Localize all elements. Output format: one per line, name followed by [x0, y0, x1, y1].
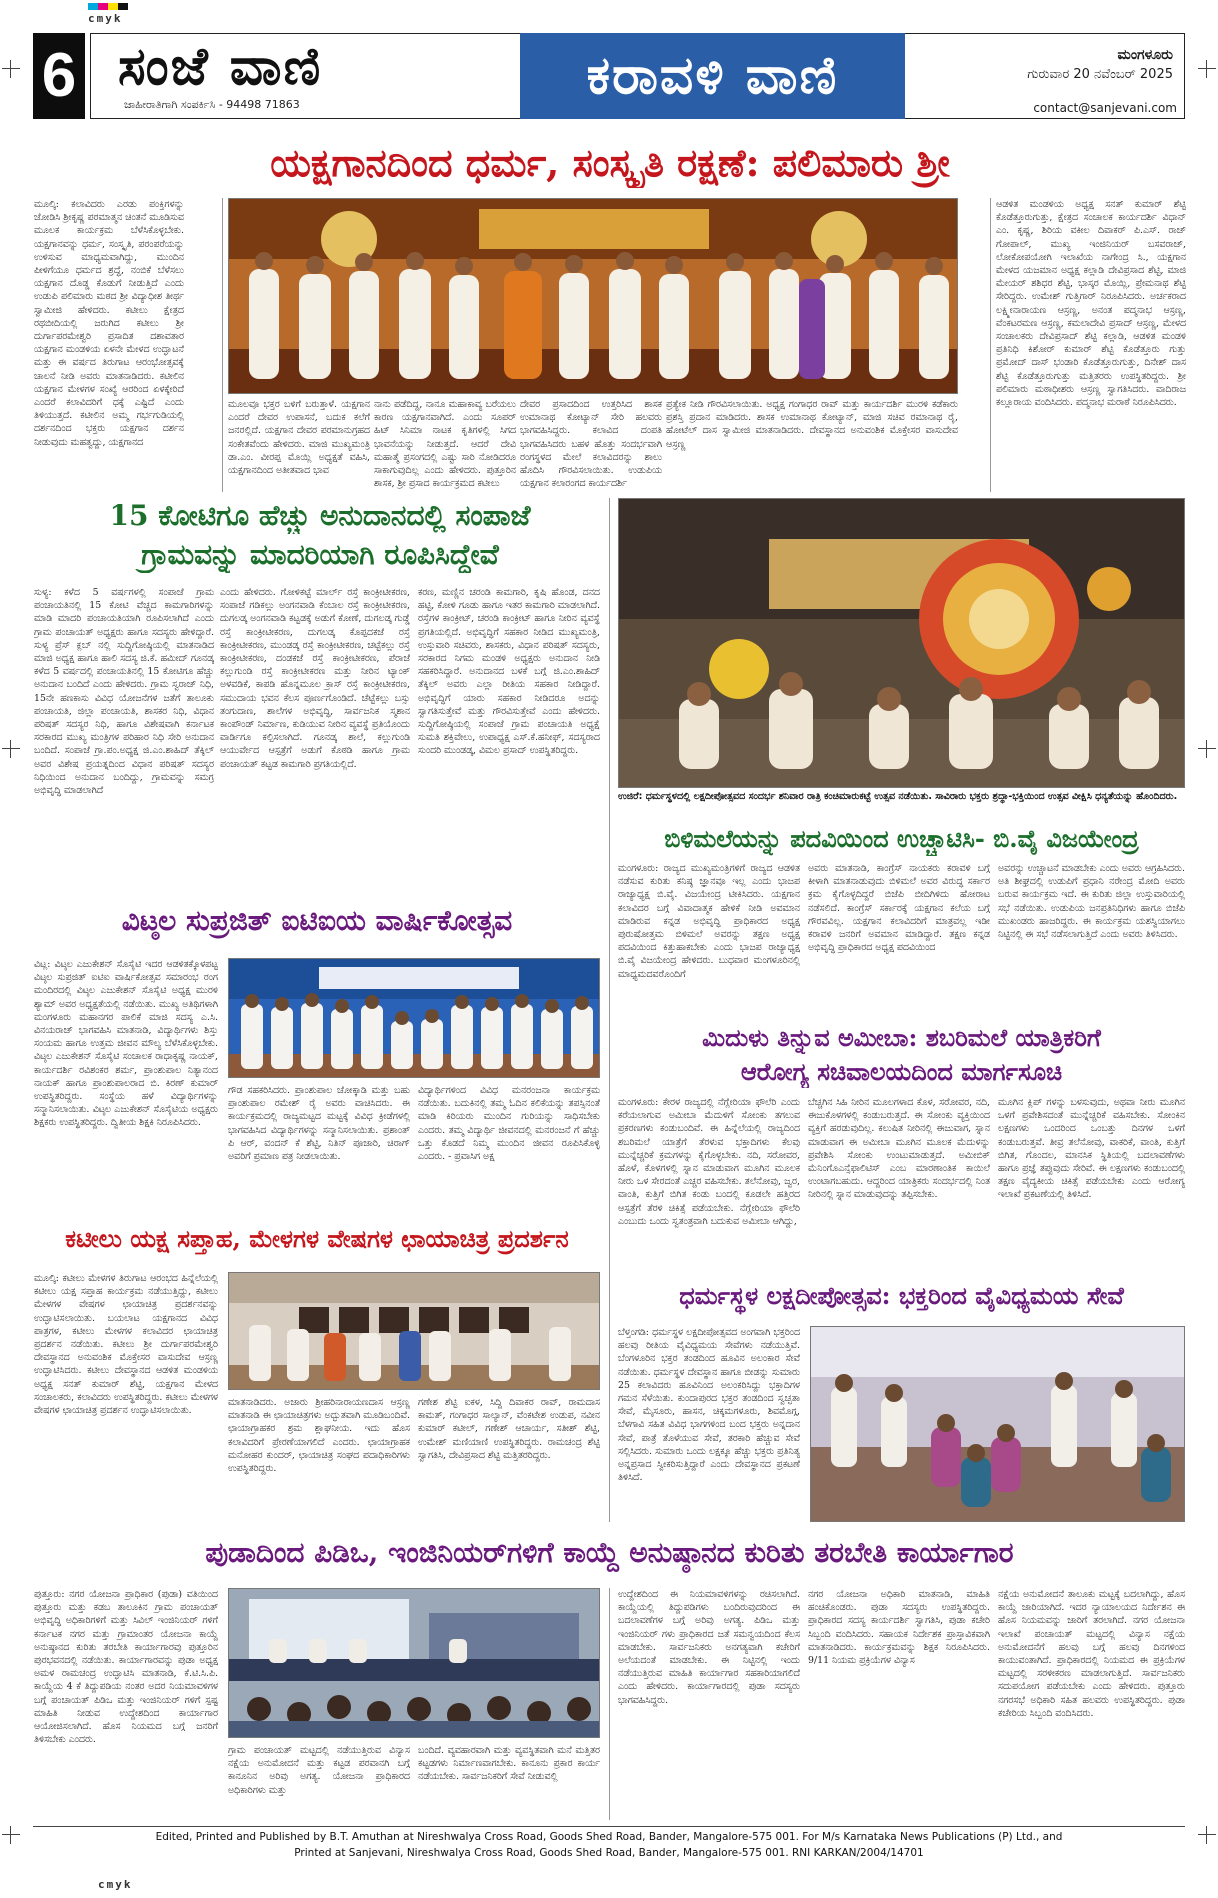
story5-headline-line2: ಆರೋಗ್ಯ ಸಚಿವಾಲಯದಿಂದ ಮಾರ್ಗಸೂಚಿ: [740, 1057, 1063, 1086]
cmyk-color-bars: [88, 3, 128, 10]
story5-headline-line1: ಮಿದುಳು ತಿನ್ನುವ ಅಮೀಬಾ: ಶಬರಿಮಲೆ ಯಾತ್ರಿಕರಿಗೆ: [702, 1023, 1101, 1052]
masthead-karavali-vani: ಕರಾವಳಿ ವಾಣಿ: [520, 33, 905, 119]
registration-mark-icon: [2, 1826, 20, 1844]
masthead-email: contact@sanjevani.com: [1033, 101, 1177, 115]
story8-column: ನಕ್ಷೆಯ ಅನುಮೋದನೆ ತಾಲೂಕು ಮಟ್ಟಕ್ಕೆ ಬದಲಾಗಿದ್ದು, ಹೊಸ ಕಾಯ್ದೆ ಜಾರಿಯಾಗಿದೆ. ಇದರ ನ್ಯಾಯಾಲಯದ ನಿರ್ದೇಶನ ಈ ಹೊಸ ನಿಯಮವನ್ನು ಜಾರಿಗೆ ತರಲಾಗಿದೆ. ನಗರ ಯೋಜನಾ ಇಲಾಖೆ ಪಂಚಾಯತ್ ಮಟ್ಟದಲ್ಲಿ ವಿನ್ಯಾಸ ನಕ್ಷೆಯ ಅನುಮೋದನೆಗೆ ಹಲವು ಬಗ್ಗೆ ಹಲವು ದಿನಗಳಿಂದ ಕಾಯುವಂತಾಗಿದೆ. ಪ್ರಾಧಿಕಾರದಲ್ಲಿ ನಿಯಮದ ಈ ಪ್ರಕ್ರಿಯೆಗಳ ಮಟ್ಟದಲ್ಲಿ ಸರಳೀಕರಣ ಮಾಡಲಾಗುತ್ತಿದೆ. ಸಾರ್ವಜನಿಕರು ಸದುಪಯೋಗ ಪಡೆಯಬೇಕು ಎಂದು ಹೇಳಿದರು. ಪುತ್ತೂರು ನಗರಸಭೆ ಅಧಿಕಾರಿ ಸಹಿತ ಹಲವರು ಉಪಸ್ಥಿತರಿದ್ದರು. ಪುಡಾ ಕಚೇರಿಯ ಸಿಬ್ಬಂದಿ ವಂದಿಸಿದರು.: [998, 1589, 1185, 1719]
registration-mark-icon: [2, 60, 20, 78]
story6-column: ಮಾತನಾಡಿದರು. ಅಜಾರು ಶ್ರೀಹರಿನಾರಾಯಣದಾಸ ಆಸ್ರಣ್ಣ ಮಾತನಾಡಿ ಈ ಛಾಯಾಚಿತ್ರಗಳು ಅದ್ಭುತವಾಗಿ ಮೂಡಿಬಂದಿವೆ. ಛಾಯಾಗ್ರಾಹಕರ ಶ್ರಮ ಶ್ಲಾಘನೀಯ. ಇದು ಹೊಸ ಕಲಾವಿದರಿಗೆ ಪ್ರೇರಣೆಯಾಗಲಿದೆ ಎಂದರು. ಛಾಯಾಗ್ರಾಹಕ ಮನೋಹರ ಕುಂದರ್, ಛಾಯಾಚಿತ್ರ ಸಂಘದ ಪದಾಧಿಕಾರಿಗಳು ಉಪಸ್ಥಿತರಿದ್ದರು.: [228, 1397, 410, 1475]
story2-column: ಸುಳ್ಯ: ಕಳೆದ 5 ವರ್ಷಗಳಲ್ಲಿ ಸಂಪಾಜೆ ಗ್ರಾಮ ಪಂಚಾಯತಿನಲ್ಲಿ 15 ಕೋಟಿ ವೆಚ್ಚದ ಕಾಮಗಾರಿಗಳನ್ನು ಮಾಡಿ ಮಾದರಿ ಪಂಚಾಯತಿಯಾಗಿ ರೂಪಿಸಲಾಗಿದೆ ಎಂದು ಗ್ರಾಮ ಪಂಚಾಯತ್ ಅಧ್ಯಕ್ಷರು ಹಾಗೂ ಸದಸ್ಯರು ಹೇಳಿದ್ದಾರೆ. ಸುಳ್ಯ ಪ್ರೆಸ್ ಕ್ಲಬ್ ನಲ್ಲಿ ಸುದ್ದಿಗೋಷ್ಠಿಯಲ್ಲಿ ಮಾತನಾಡಿದ ಮಾಜಿ ಅಧ್ಯಕ್ಷ ಹಾಗೂ ಹಾಲಿ ಸದಸ್ಯ ಜಿ.ಕೆ. ಹಮೀದ್ ಗೂನಡ್ಕ ಕಳೆದ 5 ವರ್ಷದಲ್ಲಿ ಪಂಚಾಯತಿನಲ್ಲಿ 15 ಕೋಟಿಗೂ ಹೆಚ್ಚು ಅನುದಾನ ಬಂದಿದೆ ಎಂದು ಹೇಳಿದರು. ಗ್ರಾಮ ಸ್ವರಾಜ್ ನಿಧಿ, 15ನೇ ಹಣಕಾಸು ವಿವಿಧ ಯೋಜನೆಗಳ ಜತೆಗೆ ತಾಲೂಕು ಪಂಚಾಯತಿ, ಜಿಲ್ಲಾ ಪಂಚಾಯತಿ, ಶಾಸಕರ ನಿಧಿ, ವಿಧಾನ ಪರಿಷತ್ ಸದಸ್ಯರ ನಿಧಿ, ಹಾಗೂ ವಿಶೇಷವಾಗಿ ಕರ್ನಾಟಕ ಸರಕಾರದ ಮುಖ್ಯ ಮಂತ್ರಿಗಳ ಪರಿಹಾರ ನಿಧಿ ಸೇರಿ ಅನುದಾನ ಬಂದಿದೆ. ಸಂಪಾಜೆ ಗ್ರಾ.ಪಂ.ಅಧ್ಯಕ್ಷ ಜಿ.ಎಂ.ಶಾಹಿದ್ ತೆಕ್ಕಿಲ್ ಅವರ ವಿಶೇಷ ಪ್ರಯತ್ನದಿಂದ ವಿಧಾನ ಪರಿಷತ್ ಸದಸ್ಯರ ನಿಧಿಯಿಂದ ಅನುದಾನ ಬಂದಿದ್ದು, ಗ್ರಾಮವನ್ನು ಸಮಗ್ರ ಅಭಿವೃದ್ಧಿ ಮಾಡಲಾಗಿದೆ: [34, 587, 214, 797]
story3-column: ಅವರು ಮಾತನಾಡಿ, ಕಾಂಗ್ರೆಸ್ ನಾಯಕರು ಕರಾವಳಿ ಬಗ್ಗೆ ಕೀಳಾಗಿ ಮಾತನಾಡುವುದು ಬಿಳಿಮಲೆ ಅವರ ವಿರುದ್ಧ ಸರ್ಕಾರ ಕ್ರಮ ಕೈಗೊಳ್ಳದಿದ್ದರೆ ಬಿಜೆಪಿ ಬೀದಿಗಿಳಿದು ಹೋರಾಟ ನಡೆಸಲಿದೆ. ಕಾಂಗ್ರೆಸ್ ಸರ್ಕಾರಕ್ಕೆ ಯಕ್ಷಗಾನ ಕಲೆಯ ಬಗ್ಗೆ ಗೌರವವಿಲ್ಲ. ಯಕ್ಷಗಾನ ಕಲಾವಿದರಿಗೆ ಮಾತ್ರವಲ್ಲ ಇಡೀ ಕರಾವಳಿ ಜನರಿಗೆ ಅವಮಾನ ಮಾಡಿದ್ದಾರೆ. ತಕ್ಷಣ ಕನ್ನಡ ಅಭಿವೃದ್ಧಿ ಪ್ರಾಧಿಕಾರದ ಅಧ್ಯಕ್ಷ ಪದವಿಯಿಂದ: [808, 863, 990, 954]
training-workshop-photo: [229, 1589, 600, 1738]
page-number: 6: [33, 33, 85, 119]
masthead-ad-contact: ಜಾಹೀರಾತಿಗಾಗಿ ಸಂಪರ್ಕಿಸಿ - 94498 71863: [124, 98, 300, 111]
group-award-photo: [229, 959, 600, 1078]
dharmasthala-utsava-photo: [618, 498, 1185, 788]
cmyk-mark-top: cmyk: [88, 12, 123, 25]
story1-photo: [228, 198, 958, 394]
story1-column: ಮೂಲ್ಕಿ: ಕಲಾವಿದರು ಎರಡು ಪಂಕ್ತಿಗಳನ್ನು ಜೋಡಿಸಿ ಶ್ರೀಕೃಷ್ಣ ಪರಮಾತ್ಮನ ಚಿಂತನೆ ಮೂಡಿಸುವ ಮೂಲಕ ಕಾರ್ಯಕ್ರಮ ಬೆಳೆಸಿಕೊಳ್ಳಬೇಕು. ಯಕ್ಷಗಾನವನ್ನು ಧರ್ಮ, ಸಂಸ್ಕೃತಿ, ಪರಂಪರೆಯನ್ನು ಉಳಿಸುವ ಮಾಧ್ಯಮವಾಗಿದ್ದು, ಮುಂದಿನ ಪೀಳಿಗೆಯೂ ಧರ್ಮದ ಶ್ರದ್ಧೆ, ನಂಬಿಕೆ ಬೆಳೆಸಲು ಯಕ್ಷಗಾನ ದೊಡ್ಡ ಕೊಡುಗೆ ನೀಡುತ್ತಿದೆ ಎಂದು ಉಡುಪಿ ಪಲಿಮಾರು ಮಠದ ಶ್ರೀ ವಿದ್ಯಾಧೀಶ ತೀರ್ಥ ಸ್ವಾಮೀಜಿ ಹೇಳಿದರು. ಕಟೀಲು ಕ್ಷೇತ್ರದ ರಥಬೀದಿಯಲ್ಲಿ ಜರುಗಿದ ಕಟೀಲು ಶ್ರೀ ದುರ್ಗಾಪರಮೇಶ್ವರಿ ಪ್ರಸಾದಿತ ದಶಾವತಾರ ಯಕ್ಷಗಾನ ಮಂಡಳಿಯ ಏಳನೇ ಮೇಳದ ಉದ್ಘಾಟನೆ ಮತ್ತು ಈ ವರ್ಷದ ತಿರುಗಾಟ ಆರಂಭೋತ್ಸವಕ್ಕೆ ಚಾಲನೆ ನೀಡಿ ಅವರು ಮಾತನಾಡಿದರು. ಕಟೀಲಿನ ಯಕ್ಷಗಾನ ಮೇಳಗಳ ಸಂಖ್ಯೆ ಆರರಿಂದ ಏಳಕ್ಕೇರಿದೆ ಎಂದರೆ ಕಲಾವಿದರಿಗೆ ಧಕ್ಕೆ ಎಷ್ಟಿದೆ ಎಂದು ತಿಳಿಯುತ್ತದೆ. ಕಟೀಲಿನ ಅಮ್ಮ ಗರ್ಭಗುಡಿಯಲ್ಲಿ ದರ್ಶನದಿಂದ ಭಕ್ತರು ಯಕ್ಷಗಾನ ದರ್ಶನ ನೀಡುವುದು ಮಹತ್ವದ್ದು, ಯಕ್ಷಗಾನದ: [34, 199, 184, 448]
story1-column: ಮೂಲವೂ ಭಕ್ತರ ಬಳಿಗೆ ಬರುತ್ತಾಳೆ. ಯಕ್ಷಗಾನ ಎಂದರೆ ದೇವರ ಉಪಾಸನೆ, ಬದುಕ ಕಲೆಗೆ ಜನರಲ್ಲಿದೆ. ಯಕ್ಷಗಾನ ದೇವರ ಪರಮಾನುಗ್ರಹದ ಸಂಕೇತವೆಂದು ಹೇಳಿದರು. ಮಾಜಿ ಮುಖ್ಯಮಂತ್ರಿ ಡಾ.ಎಂ. ವೀರಪ್ಪ ಮೊಯ್ಲಿ ಅಧ್ಯಕ್ಷತೆ ವಹಿಸಿ, ಯಕ್ಷಗಾನದಿಂದ ಅತೀತವಾದ ಭಾವ: [228, 399, 370, 477]
story5-column: ಬೆಚ್ಚಗಿನ ಸಿಹಿ ನೀರಿನ ಮೂಲಗಳಾದ ಕೊಳ, ಸರೋವರ, ನದಿ, ಈಜುಕೊಳಗಳಲ್ಲಿ ಕಂಡುಬರುತ್ತದೆ. ಈ ಸೋಂಕು ವ್ಯಕ್ತಿಯಿಂದ ವ್ಯಕ್ತಿಗೆ ಹರಡುವುದಿಲ್ಲ. ಕಲುಷಿತ ನೀರಿನಲ್ಲಿ ಈಜುವಾಗ, ಸ್ನಾನ ಮಾಡುವಾಗ ಈ ಅಮೀಬಾ ಮೂಗಿನ ಮೂಲಕ ಮೆದುಳನ್ನು ಪ್ರವೇಶಿಸಿ ಸೋಂಕು ಉಂಟುಮಾಡುತ್ತದೆ. ಅಮೀಬಿಕ್ ಮೆನಿಂಗೊಎನ್ಸೆಫಾಲಿಟಿಸ್ ಎಂಬ ಮಾರಣಾಂತಿಕ ಕಾಯಿಲೆ ಉಂಟಾಗಬಹುದು. ಆದ್ದರಿಂದ ಯಾತ್ರಿಕರು ಸಂದರ್ಭದಲ್ಲಿ ನಿಂತ ನೀರಿನಲ್ಲಿ ಸ್ನಾನ ಮಾಡುವುದನ್ನು ತಪ್ಪಿಸಬೇಕು.: [808, 1097, 990, 1201]
footer-imprint-line2: Printed at Sanjevani, Nireshwalya Cross Road, Goods Shed Road, Bander, Mangalore-575 001. RNI KARKAN/2004/14701: [294, 1847, 924, 1859]
masthead-dateline: [905, 33, 1185, 119]
story4-column: ವಿದ್ಯಾರ್ಥಿಗಳಿಂದ ವಿವಿಧ ಮನರಂಜನಾ ಕಾರ್ಯಕ್ರಮ ನಡೆಯಿತು. ಬದುಕಿನಲ್ಲಿ ತಮ್ಮ ಓದಿನ ಕಲಿಕೆಯನ್ನು ತಪಸ್ಸಿನಂತೆ ಮಾಡಿ ಕಿರಿಯರು ಮುಂದಿನ ಗುರಿಯನ್ನು ಸಾಧಿಸಬೇಕು ಎಂದರು. ತಮ್ಮ ವಿದ್ಯಾರ್ಥಿ ಜೀವನದಲ್ಲಿ ಮನರಂಜನೆ ಗೆ ಹೆಚ್ಚು ಒತ್ತು ಕೊಡದೆ ನಿಮ್ಮ ಮುಂದಿನ ಜೀವನ ರೂಪಿಸಿಕೊಳ್ಳಿ ಎಂದರು. - ಪ್ರವಾಸಿಗ ಅಕ್ಷ: [418, 1085, 600, 1163]
story3-column: ಮಂಗಳೂರು: ರಾಜ್ಯದ ಮುಖ್ಯಮಂತ್ರಿಗಳಿಗೆ ರಾಜ್ಯದ ಆಡಳಿತ ನಡೆಸುವ ಕುರಿತು ಕನಿಷ್ಠ ಜ್ಞಾನವೂ ಇಲ್ಲ ಎಂದು ಭಾಜಪ ರಾಜ್ಯಾಧ್ಯಕ್ಷ ಬಿ.ವೈ. ವಿಜಯೇಂದ್ರ ಟೀಕಿಸಿದರು. ಯಕ್ಷಗಾನ ಕಲಾವಿದರ ಬಗ್ಗೆ ವಿವಾದಾತ್ಮಕ ಹೇಳಿಕೆ ನೀಡಿ ಅವಮಾನ ಮಾಡಿರುವ ಕನ್ನಡ ಅಭಿವೃದ್ಧಿ ಪ್ರಾಧಿಕಾರದ ಅಧ್ಯಕ್ಷ ಪುರುಷೋತ್ತಮ ಬಿಳಿಮಲೆ ಅವರನ್ನು ತಕ್ಷಣ ಅಧ್ಯಕ್ಷ ಪದವಿಯಿಂದ ಕಿತ್ತುಹಾಕಬೇಕು ಎಂದು ಭಾಜಪ ರಾಜ್ಯಾಧ್ಯಕ್ಷ ಬಿ.ವೈ ವಿಜಯೇಂದ್ರ ಹೇಳಿದರು. ಬುಧವಾರ ಮಂಗಳೂರಿನಲ್ಲಿ ಮಾಧ್ಯಮದವರೊಂದಿಗೆ: [618, 863, 800, 980]
dharmasthala-photo-caption: ಉಜಿರೆ: ಧರ್ಮಸ್ಥಳದಲ್ಲಿ ಲಕ್ಷದೀಪೋತ್ಸವದ ಸಂದರ್ಭ ಶನಿವಾರ ರಾತ್ರಿ ಕಂಚಿಮಾರುಕಟ್ಟೆ ಉತ್ಸವ ನಡೆಯಿತು. ಸಾವಿರಾರು ಭಕ್ತರು ಶ್ರದ್ಧಾ-ಭಕ್ತಿಯಿಂದ ಉತ್ಸವ ವೀಕ್ಷಿಸಿ ಧನ್ಯತೆಯನ್ನು ಹೊಂದಿದರು.: [618, 791, 1178, 802]
masthead-city: ಮಂಗಳೂರು: [1117, 47, 1173, 63]
story8-column: ಉದ್ದೇಶದಿಂದ ಈ ನಿಯಮಾವಳಿಗಳನ್ನು ರಚಿಸಲಾಗಿದೆ. ಕಾಯ್ದೆಯಲ್ಲಿ ತಿದ್ದುಪಡಿಗಳು ಬಂದಿರುವುದರಿಂದ ಈ ಬದಲಾವಣೆಗಳ ಬಗ್ಗೆ ಅರಿವು ಅಗತ್ಯ. ಪಿಡಿಒ ಮತ್ತು ಇಂಜಿನಿಯರ್ ಗಳು ಪ್ರಾಧಿಕಾರದ ಜತೆ ಸಮನ್ವಯದಿಂದ ಕೆಲಸ ಮಾಡಬೇಕು. ಸಾರ್ವಜನಿಕರು ಅನಗತ್ಯವಾಗಿ ಕಚೇರಿಗೆ ಅಲೆಯದಂತೆ ಮಾಡಬೇಕು. ಈ ನಿಟ್ಟಿನಲ್ಲಿ ಇಂದು ನಡೆಯುತ್ತಿರುವ ಮಾಹಿತಿ ಕಾರ್ಯಾಗಾರ ಸಹಕಾರಿಯಾಗಲಿದೆ ಎಂದು ಹೇಳಿದರು. ಕಾರ್ಯಾಗಾರದಲ್ಲಿ ಪುಡಾ ಸದಸ್ಯರು ಭಾಗವಹಿಸಿದ್ದರು.: [618, 1589, 800, 1706]
story2-headline-line1: 15 ಕೋಟಿಗೂ ಹೆಚ್ಚು ಅನುದಾನದಲ್ಲಿ ಸಂಪಾಜೆ: [109, 499, 531, 532]
story8-headline: ಪುಡಾದಿಂದ ಪಿಡಿಒ, ಇಂಜಿನಿಯರ್‌ಗಳಿಗೆ ಕಾಯ್ದೆ ಅನುಷ್ಠಾನದ ಕುರಿತು ತರಬೇತಿ ಕಾರ್ಯಾಗಾರ: [205, 1536, 1014, 1569]
story1-column: ದೇವರ ಪ್ರಸಾದದಿಂದ ಉತ್ತರಿಸಿದ ಶಾಸಕ ಉಮಾನಾಥ ಕೋಟ್ಯಾನ್ ಸೇರಿ ಹಲವರು ಭಾಗವಹಿಸಿದ್ದರು. ಕಲಾವಿದ ದಂಪತಿ ಭಾಗವಹಿಸಿದರು ಬಹಳ ಹೊತ್ತು ಸಂದರ್ಭವಾಗಿ ರಂಗಸ್ಥಳದ ಮೇಲೆ ಕಲಾವಿದರನ್ನು ಶಾಲು ಹೊದಿಸಿ ಗೌರವಿಸಲಾಯಿತು. ಉಡುಪಿಯ ಯಕ್ಷಗಾನ ಕಲಾರಂಗದ ಕಾರ್ಯದರ್ಶಿ: [520, 399, 662, 490]
story8-column: ಬಂದಿದೆ. ವ್ಯವಹಾರವಾಗಿ ಮತ್ತು ವ್ಯವಸ್ಥಿತವಾಗಿ ಮನೆ ಮತ್ತಿತರ ಕಟ್ಟಡಗಳು ನಿರ್ಮಾಣವಾಗಬೇಕು. ಕಾನೂನು ಪ್ರಕಾರ ಕಾರ್ಯ ನಡೆಯಬೇಕು. ಸಾರ್ವಜನಿಕರಿಗೆ ಸೇವೆ ನೀಡುವಲ್ಲಿ: [418, 1745, 600, 1783]
story1-headline: ಯಕ್ಷಗಾನದಿಂದ ಧರ್ಮ, ಸಂಸ್ಕೃತಿ ರಕ್ಷಣೆ: ಪಲಿಮಾರು ಶ್ರೀ: [270, 140, 950, 185]
cmyk-mark-bottom: cmyk: [98, 1878, 133, 1891]
registration-mark-icon: [2, 740, 20, 758]
story4-column: ಗೌಡ ಸಹಕರಿಸಿದರು. ಪ್ರಾಂಶುಪಾಲ ಚೋಕ್ಕಾಡಿ ಮತ್ತು ಬಹು ಪ್ರಾಂಶುಪಾಲ ರಮೇಶ್ ರೈ ಅವರು ವಾಚಿಸಿದರು. ಈ ಕಾರ್ಯಕ್ರಮದಲ್ಲಿ ರಾಜ್ಯಮಟ್ಟದ ಮಟ್ಟಕ್ಕೆ ವಿವಿಧ ಕ್ರೀಡೆಗಳಲ್ಲಿ ಭಾಗವಹಿಸಿದ ವಿದ್ಯಾರ್ಥಿಗಳನ್ನು ಸನ್ಮಾನಿಸಲಾಯಿತು. ಪ್ರಶಾಂತ್ ಪಿ ಆರ್, ವಂದನ್ ಕೆ ಶೆಟ್ಟಿ, ನಿತಿನ್ ಪೂಜಾರಿ, ಚಿರಾಗ್ ಅವರಿಗೆ ಪ್ರಮಾಣ ಪತ್ರ ನೀಡಲಾಯಿತು.: [228, 1085, 410, 1163]
column-rule: [609, 498, 610, 1522]
masthead-title: ಸಂಜೆ ವಾಣಿ: [118, 36, 323, 97]
story6-headline: ಕಟೀಲು ಯಕ್ಷ ಸಪ್ತಾಹ, ಮೇಳಗಳ ವೇಷಗಳ ಛಾಯಾಚಿತ್ರ ಪ್ರದರ್ಶನ: [65, 1224, 569, 1253]
katilu-exhibition-photo: [228, 1272, 600, 1390]
story5-column: ಮೂಗಿನ ಕ್ಲಿಪ್ ಗಳನ್ನು ಬಳಸುವುದು, ಅಥವಾ ನೀರು ಮೂಗಿನ ಒಳಗೆ ಪ್ರವೇಶಿಸದಂತೆ ಮುನ್ನೆಚ್ಚರಿಕೆ ವಹಿಸಬೇಕು. ಸೋಂಕಿನ ಲಕ್ಷಣಗಳು ಒಂದರಿಂದ ಒಂಬತ್ತು ದಿನಗಳ ಒಳಗೆ ಕಂಡುಬರುತ್ತವೆ. ತೀವ್ರ ತಲೆನೋವು, ವಾಕರಿಕೆ, ವಾಂತಿ, ಕುತ್ತಿಗೆ ಬಿಗಿತ, ಗೊಂದಲ, ಮಾನಸಿಕ ಸ್ಥಿತಿಯಲ್ಲಿ ಬದಲಾವಣೆಗಳು ಹಾಗೂ ಪ್ರಜ್ಞೆ ತಪ್ಪುವುದು ಸೇರಿವೆ. ಈ ಲಕ್ಷಣಗಳು ಕಂಡುಬಂದಲ್ಲಿ ತಕ್ಷಣ ವೈದ್ಯಕೀಯ ಚಿಕಿತ್ಸೆ ಪಡೆಯಬೇಕು ಎಂದು ಆರೋಗ್ಯ ಇಲಾಖೆ ಪ್ರಕಟಣೆಯಲ್ಲಿ ತಿಳಿಸಿದೆ.: [998, 1097, 1185, 1201]
story6-column: ಮೂಲ್ಕಿ: ಕಟೀಲು ಮೇಳಗಳ ತಿರುಗಾಟ ಆರಂಭದ ಹಿನ್ನೆಲೆಯಲ್ಲಿ ಕಟೀಲು ಯಕ್ಷ ಸಪ್ತಾಹ ಕಾರ್ಯಕ್ರಮ ನಡೆಯುತ್ತಿದ್ದು, ಕಟೀಲು ಮೇಳಗಳ ವೇಷಗಳ ಛಾಯಾಚಿತ್ರ ಪ್ರದರ್ಶನವನ್ನು ಉದ್ಘಾಟಿಸಲಾಯಿತು. ಬಯಲಾಟ ಯಕ್ಷಗಾನದ ವಿವಿಧ ಪಾತ್ರಗಳ, ಕಟೀಲು ಮೇಳಗಳ ಕಲಾವಿದರ ಛಾಯಾಚಿತ್ರ ಪ್ರದರ್ಶನ ನಡೆಯಿತು. ಕಟೀಲು ಶ್ರೀ ದುರ್ಗಾಪರಮೇಶ್ವರಿ ದೇವಸ್ಥಾನದ ಅನುವಂಶಿಕ ಮೊಕ್ತೇಸರ ವಾಸುದೇವ ಆಸ್ರಣ್ಣ ಉದ್ಘಾಟಿಸಿದರು. ಕಟೀಲು ದೇವಸ್ಥಾನದ ಆಡಳಿತ ಮಂಡಳಿಯ ಅಧ್ಯಕ್ಷ ಸನತ್ ಕುಮಾರ್ ಶೆಟ್ಟಿ, ಯಕ್ಷಗಾನ ಮೇಳದ ಸಂಚಾಲಕರು, ಕಲಾವಿದರು ಉಪಸ್ಥಿತರಿದ್ದರು. ಕಟೀಲು ಮೇಳಗಳ ವೇಷಗಳ ಛಾಯಾಚಿತ್ರ ಪ್ರದರ್ಶನ ಉದ್ಘಾಟಿಸಲಾಯಿತು.: [34, 1273, 218, 1417]
story1-column: ನಾನು ಪಡೆದಿದ್ದ, ನಾನೂ ಮಹಾಕಾವ್ಯ ಬರೆಯಲು ಕಾರಣ ಯಕ್ಷಗಾನವಾಗಿದೆ. ಎಂದು ಸೂಪರ್ ಹಿಟ್ ಸಿನಿಮಾ ನಾಟಕ ಕೃತಿಗಳಲ್ಲಿ ಸಿಗದ ಭಾವನೆಯನ್ನು ನೀಡುತ್ತದೆ. ಆದರೆ ದೇವಿ ಮಹಾತ್ಮೆ ಪ್ರಸಂಗದಲ್ಲಿ ಎಷ್ಟು ಸಾರಿ ನೋಡಿದರೂ ಸಾಕಾಗುವುದಿಲ್ಲ ಎಂದು ಹೇಳಿದರು. ಪುತ್ತೂರಿನ ಶಾಸಕ, ಶ್ರೀ ಪ್ರಸಾದ ಕಾರ್ಯಕ್ರಮದ ಕಟೀಲು: [374, 399, 516, 490]
story4-headline: ವಿಟ್ಠಲ ಸುಪ್ರಜಿತ್ ಐಟಿಐಯ ವಾರ್ಷಿಕೋತ್ಸವ: [121, 904, 513, 937]
column-rule: [990, 198, 991, 492]
story2-column: ಎಂದು ಹೇಳಿದರು. ಗೋಳಿಕಟ್ಟೆ ಮಾರ್ಲ್ ರಸ್ತೆ ಕಾಂಕ್ರೀಟೀಕರಣ, ಸಂಪಾಜೆ ಗಡಿಕಲ್ಲು ಅಂಗನವಾಡಿ ಕೆಂಬಾಲ ರಸ್ತೆ ಕಾಂಕ್ರೀಟೀಕರಣ, ದುಗಲಡ್ಕ ಅಂಗನವಾಡಿ ಕಟ್ಟಡಕ್ಕೆ ಅಡುಗೆ ಕೋಣೆ, ದುಗಲಡ್ಕ ಗುಡ್ಡೆ ರಸ್ತೆ ಕಾಂಕ್ರೀಟೀಕರಣ, ದುಗಲಡ್ಕ ಕೊಪ್ಪದಕಜೆ ರಸ್ತೆ ಕಾಂಕ್ರೀಟೀಕರಣ, ಮುಂಡಡ್ಕ ರಸ್ತೆ ಕಾಂಕ್ರೀಟೀಕರಣ, ಚಟ್ಟೆಕಲ್ಲು ರಸ್ತೆ ಕಾಂಕ್ರೀಟೀಕರಣ, ದಂಡಕಜೆ ರಸ್ತೆ ಕಾಂಕ್ರೀಟೀಕರಣ, ಪೆರಾಜೆ ಕಲ್ಲುಗುಂಡಿ ರಸ್ತೆ ಕಾಂಕ್ರೀಟೀಕರಣ ಮತ್ತು ನೀರಿನ ಟ್ಯಾಂಕ್ ಅಳವಡಿಕೆ, ಕಾಪಡಿ ಹೊನ್ನಮೂಲ ಕ್ರಾಸ್ ರಸ್ತೆ ಕಾಂಕ್ರೀಟೀಕರಣ, ಸಮುದಾಯ ಭವನ ಕೆಲಸ ಪೂರ್ಣಗೊಂಡಿದೆ. ಚೆಟ್ಟೆಕಲ್ಲು ಬಸ್ಸು ತಂಗುದಾಣ, ಶಾಲೆಗಳ ಅಭಿವೃದ್ಧಿ, ಸಾರ್ವಜನಿಕ ಸ್ಮಶಾನ ಕಾಂಪೌಂಡ್ ನಿರ್ಮಾಣ, ಕುಡಿಯುವ ನೀರಿನ ವ್ಯವಸ್ಥೆ ಪ್ರತಿಯೊಂದು ವಾರ್ಡಿಗೂ ಕಲ್ಪಿಸಲಾಗಿದೆ. ಗೂನಡ್ಕ ಶಾಲೆ, ಕಲ್ಲುಗುಂಡಿ ಆಯುರ್ವೇದ ಆಸ್ಪತ್ರೆಗೆ ಅಡುಗೆ ಕೊಠಡಿ ಹಾಗೂ ಗ್ರಾಮ ಪಂಚಾಯತ್ ಕಟ್ಟಡ ಕಾಮಗಾರಿ ಪ್ರಗತಿಯಲ್ಲಿದೆ.: [220, 587, 410, 770]
puda-workshop-photo: [228, 1588, 600, 1738]
masthead-sanjevani: [100, 36, 508, 118]
story2-column: ಕರಣ, ಮಣ್ಣಿನ ಚರಂಡಿ ಕಾಮಗಾರಿ, ಕೃಷಿ ಹೊಂಡ, ದನದ ಹಟ್ಟಿ, ಕೋಳಿ ಗೂಡು ಹಾಗೂ ಇತರ ಕಾಮಗಾರಿ ಮಾಡಲಾಗಿದೆ. ರಸ್ತೆಗಳ ಕಾಂಕ್ರೀಟ್, ಚರಂಡಿ ಕಾಂಕ್ರೀಟ್ ಹಾಗೂ ನೀರಿನ ವ್ಯವಸ್ಥೆ ಪ್ರಗತಿಯಲ್ಲಿದೆ. ಅಭಿವೃದ್ಧಿಗೆ ಸಹಕಾರ ನೀಡಿದ ಮುಖ್ಯಮಂತ್ರಿ, ಉಸ್ತುವಾರಿ ಸಚಿವರು, ಶಾಸಕರು, ವಿಧಾನ ಪರಿಷತ್ ಸದಸ್ಯರು, ಸರಕಾರದ ನಿಗಮ ಮಂಡಳಿ ಅಧ್ಯಕ್ಷರು ಅನುದಾನ ನೀಡಿ ಸಹಕರಿಸಿದ್ದಾರೆ. ಅನುದಾನದ ಬಳಕೆ ಬಗ್ಗೆ ಜಿ.ಎಂ.ಶಾಹಿದ್ ತೆಕ್ಕಿಲ್ ಅವರು ಎಲ್ಲಾ ರೀತಿಯ ಸಹಕಾರ ನೀಡಿದ್ದಾರೆ. ಅಭಿವೃದ್ಧಿಗೆ ಯಾರು ಸಹಕಾರ ನೀಡಿದರೂ ಅದನ್ನು ಸ್ವಾಗತಿಸುತ್ತೇವೆ ಮತ್ತು ಗೌರವಿಸುತ್ತೇವೆ ಎಂದು ಹೇಳಿದರು. ಸುದ್ದಿಗೋಷ್ಠಿಯಲ್ಲಿ ಸಂಪಾಜೆ ಗ್ರಾಮ ಪಂಚಾಯತಿ ಅಧ್ಯಕ್ಷೆ ಸುಮತಿ ಶಕ್ತಿವೇಲು, ಉಪಾಧ್ಯಕ್ಷ ಎಸ್.ಕೆ.ಹನೀಫ್, ಸದಸ್ಯರಾದ ಸುಂದರಿ ಮುಂಡಡ್ಕ, ವಿಮಲ ಪ್ರಸಾದ್ ಉಪಸ್ಥಿತರಿದ್ದರು.: [418, 587, 600, 757]
story3-headline: ಬಿಳಿಮಲೆಯನ್ನು ಪದವಿಯಿಂದ ಉಚ್ಚಾಟಿಸಿ- ಬಿ.ವೈ ವಿಜಯೇಂದ್ರ: [664, 824, 1139, 853]
footer-rule: [33, 1826, 1185, 1827]
devotees-seva-photo: [811, 1327, 1185, 1522]
story1-column: ಆಡಳಿತ ಮಂಡಳಿಯ ಅಧ್ಯಕ್ಷ ಸನತ್ ಕುಮಾರ್ ಶೆಟ್ಟಿ ಕೊಡೆತ್ತೂರುಗುತ್ತು, ಕ್ಷೇತ್ರದ ಸಂಚಾಲಕ ಕಾರ್ಯದರ್ಶಿ ವಿಧಾನ್ ಎಂ. ಕೃಷ್ಣ, ಶಿರಿಯ ವಕೀಲ ದಿವಾಕರ್ ಪಿ.ಎಸ್. ರಾಜ್ ಗೋಪಾಲ್, ಮುಖ್ಯ ಇಂಜಿನಿಯರ್ ಬಸವರಾಜ್, ಲೋಕೋಪಯೋಗಿ ಇಲಾಖೆಯ ನಾಗೇಂದ್ರ ಸಿ., ಯಕ್ಷಗಾನ ಮೇಳದ ಯಜಮಾನ ಅಧ್ಯಕ್ಷ ಕಲ್ಲಾಡಿ ದೇವಿಪ್ರಸಾದ ಶೆಟ್ಟಿ, ಮಾಜಿ ಮೇಯರ್ ಶಶಿಧರ ಶೆಟ್ಟಿ, ಭಾಸ್ಕರ ಮೊಯ್ಲಿ, ಪ್ರೇಮನಾಥ ಶೆಟ್ಟಿ ಸೇರಿದ್ದರು. ಉಮೇಶ್ ಗುತ್ತಿಗಾರ್ ನಿರೂಪಿಸಿದರು. ಅರ್ಚಕರಾದ ಲಕ್ಷ್ಮೀನಾರಾಯಣ ಆಸ್ರಣ್ಣ, ಅನಂತ ಪದ್ಮನಾಭ ಆಸ್ರಣ್ಣ, ವೆಂಕಟರಮಣ ಆಸ್ರಣ್ಣ, ಕಮಲಾದೇವಿ ಪ್ರಸಾದ್ ಆಸ್ರಣ್ಣ, ಮೇಳದ ಸಂಚಾಲಕರು ದೇವಿಪ್ರಸಾದ್ ಶೆಟ್ಟಿ ಕಲ್ಲಾಡಿ, ಆಡಳಿತ ಮಂಡಳಿ ಪ್ರತಿನಿಧಿ ಕಿಶೋರ್ ಕುಮಾರ್ ಶೆಟ್ಟಿ ಕೊಡೆತ್ತೂರು ಗುತ್ತು ಪ್ರಮೋದ್ ದಾಸ್ ಭಂಡಾರಿ ಕೊಡೆತ್ತೂರುಗುತ್ತು, ದಿನೇಶ್ ದಾಸ ಶೆಟ್ಟಿ ಕೊಡೆತ್ತೂರುಗುತ್ತು ಮತ್ತಿತರರು ಉಪಸ್ಥಿತರಿದ್ದರು. ಶ್ರೀ ಪಲಿಮಾರು ಮಠಾಧೀಶರು ಆಸ್ರಣ್ಣ ಸ್ವಾಗತಿಸಿದರು. ವಾದಿರಾಜ ಕಲ್ಲೂರಾಯ ವಂದಿಸಿದರು. ಪದ್ಮನಾಭ ಮರಾಠೆ ನಿರೂಪಿಸಿದರು.: [996, 199, 1186, 409]
column-rule: [609, 1588, 610, 1820]
yakshagana-stage-photo: [229, 199, 958, 394]
temple-procession-photo: [619, 499, 1185, 788]
story3-column: ಅವರನ್ನು ಉಚ್ಚಾಟನೆ ಮಾಡಬೇಕು ಎಂದು ಅವರು ಆಗ್ರಹಿಸಿದರು. ಅತಿ ಶೀಘ್ರದಲ್ಲಿ ಉಡುಪಿಗೆ ಪ್ರಧಾನಿ ನರೇಂದ್ರ ಮೋದಿ ಅವರು ಬರುವ ಕಾರ್ಯಕ್ರಮ ಇದೆ. ಈ ಕುರಿತು ಜಿಲ್ಲಾ ಉಸ್ತುವಾರಿಯಲ್ಲಿ ಸಭೆ ನಡೆಯಿತು. ಉಡುಪಿಯ ಜನಪ್ರತಿನಿಧಿಗಳು ಹಾಗೂ ಬಿಜೆಪಿ ಮುಖಂಡರು ಹಾಜರಿದ್ದರು. ಈ ಕಾರ್ಯಕ್ರಮ ಯಶಸ್ವಿಯಾಗಲು ನಿಟ್ಟಿನಲ್ಲಿ ಈ ಸಭೆ ನಡೆಸಲಾಗುತ್ತಿದೆ ಎಂದು ಅವರು ತಿಳಿಸಿದರು.: [998, 863, 1185, 941]
column-rule: [222, 198, 223, 492]
story2-headline-line2: ಗ್ರಾಮವನ್ನು ಮಾದರಿಯಾಗಿ ರೂಪಿಸಿದ್ದೇವೆ: [141, 538, 499, 571]
dharmasthala-seva-photo: [810, 1326, 1185, 1522]
masthead-date: ಗುರುವಾರ 20 ನವೆಂಬರ್ 2025: [1027, 67, 1173, 82]
story4-column: ವಿಟ್ಲ: ವಿಟ್ಠಲ ಎಜುಕೇಶನ್ ಸೊಸೈಟಿ ಇದರ ಆಡಳಿತಕ್ಕೊಳಪಟ್ಟ ವಿಟ್ಠಲ ಸುಪ್ರಜಿತ್ ಐಟಿಐ ವಾರ್ಷಿಕೋತ್ಸವ ಸಮಾರಂಭ ರಂಗ ಮಂದಿರದಲ್ಲಿ ವಿಟ್ಠಲ ಎಜುಕೇಶನ್ ಸೊಸೈಟಿ ಅಧ್ಯಕ್ಷ ಮುರಳಿ ಶ್ಯಾಮ್ ಅವರ ಅಧ್ಯಕ್ಷತೆಯಲ್ಲಿ ನಡೆಯಿತು. ಮುಖ್ಯ ಅತಿಥಿಗಳಾಗಿ ಮಂಗಳೂರು ಮಹಾನಗರ ಪಾಲಿಕೆ ಮಾಜಿ ಸದಸ್ಯ ಎ.ಸಿ. ವಿನಯರಾಜ್ ಭಾಗವಹಿಸಿ ಮಾತನಾಡಿ, ವಿದ್ಯಾರ್ಥಿಗಳು ಶಿಸ್ತು ಸಂಯಮ ಹಾಗೂ ಉತ್ತಮ ಜೀವನ ಮೌಲ್ಯ ಬೆಳೆಸಿಕೊಳ್ಳಬೇಕು. ವಿಟ್ಠಲ ಎಜುಕೇಶನ್ ಸೊಸೈಟಿ ಸಂಚಾಲಕ ರಾಧಾಕೃಷ್ಣ ನಾಯಕ್, ಕಾರ್ಯದರ್ಶಿ ರವಿಶಂಕರ ಶರ್ಮ, ಪ್ರಾಂಶುಪಾಲ ನಿತ್ಯಾನಂದ ನಾಯಕ್ ಹಾಗೂ ಪ್ರಾಂಶುಪಾಲರಾದ ಬಿ. ಕಿರಣ್ ಕುಮಾರ್ ಉಪಸ್ಥಿತರಿದ್ದರು. ಸಂಸ್ಥೆಯ ಹಳೆ ವಿದ್ಯಾರ್ಥಿಗಳನ್ನು ಸನ್ಮಾನಿಸಲಾಯಿತು. ವಿಟ್ಠಲ ಎಜುಕೇಶನ್ ಸೊಸೈಟಿಯ ಅಧ್ಯಕ್ಷರು ಶಿಕ್ಷಕರು ಉಪಸ್ಥಿತರಿದ್ದರು. ದ್ವಿತೀಯ ಶಿಕ್ಷಕಿ ನಿರೂಪಿಸಿದರು.: [34, 959, 218, 1129]
story8-column: ಪುತ್ತೂರು: ನಗರ ಯೋಜನಾ ಪ್ರಾಧಿಕಾರ (ಪುಡಾ) ವತಿಯಿಂದ ಪುತ್ತೂರು ಮತ್ತು ಕಡಬ ತಾಲೂಕಿನ ಗ್ರಾಮ ಪಂಚಾಯತ್ ಅಭಿವೃದ್ಧಿ ಅಧಿಕಾರಿಗಳಿಗೆ ಮತ್ತು ಸಿವಿಲ್ ಇಂಜಿನಿಯರ್ ಗಳಿಗೆ ಕರ್ನಾಟಕ ನಗರ ಮತ್ತು ಗ್ರಾಮಾಂತರ ಯೋಜನಾ ಕಾಯ್ದೆ ಅನುಷ್ಠಾನದ ಕುರಿತು ತರಬೇತಿ ಕಾರ್ಯಾಗಾರವು ಪುತ್ತೂರಿನ ಪುರಭವನದಲ್ಲಿ ನಡೆಯಿತು. ಕಾರ್ಯಾಗಾರವನ್ನು ಪುಡಾ ಅಧ್ಯಕ್ಷ ಅಮಳ ರಾಮಚಂದ್ರ ಉದ್ಘಾಟಿಸಿ ಮಾತನಾಡಿ, ಕೆ.ಟಿ.ಸಿ.ಪಿ. ಕಾಯ್ದೆಯ 4 ಕೆ ತಿದ್ದುಪಡಿಯ ನಂತರ ಅದರ ನಿಯಮಾವಳಿಗಳ ಬಗ್ಗೆ ಪಂಚಾಯತ್ ಪಿಡಿಒ ಮತ್ತು ಇಂಜಿನಿಯರ್ ಗಳಿಗೆ ಸ್ಪಷ್ಟ ಮಾಹಿತಿ ನೀಡುವ ಉದ್ದೇಶದಿಂದ ಕಾರ್ಯಾಗಾರ ಆಯೋಜಿಸಲಾಗಿದೆ. ಹೊಸ ನಿಯಮದ ಬಗ್ಗೆ ಜನರಿಗೆ ತಿಳಿಸಬೇಕು ಎಂದರು.: [34, 1589, 218, 1746]
story1-column: ಪ್ರತ್ಯೇಕ ನೀಡಿ ಗೌರವಿಸಲಾಯಿತು. ಅಧ್ಯಕ್ಷ ಗಂಗಾಧರ ರಾವ್ ಮತ್ತು ಕಾರ್ಯದರ್ಶಿ ಮುರಳಿ ಕಡೆಕಾರು ಪ್ರಶಸ್ತಿ ಪ್ರದಾನ ಮಾಡಿದರು. ಶಾಸಕ ಉಮಾನಾಥ ಕೋಟ್ಯಾನ್, ಮಾಜಿ ಸಚಿವ ರಮಾನಾಥ ರೈ, ಹೋಟೆಲ್ ದಾಸ ಸ್ವಾಮೀಜಿ ಮಾತನಾಡಿದರು. ದೇವಸ್ಥಾನದ ಅನುವಂಶಿಕ ಮೊಕ್ತೇಸರ ವಾಸುದೇವ ಆಸ್ರಣ್ಣ: [666, 399, 958, 450]
story6-column: ಗಣೇಶ ಶೆಟ್ಟಿ ಐಕಳ, ಸಿದ್ದಿ ದಿವಾಕರ ರಾವ್, ರಾಮದಾಸ ಕಾಮತ್, ಗಂಗಾಧರ ಸಾಲ್ಯಾನ್, ವೆಂಕಟೇಶ ಉಡುಪ, ನವೀನ ಕುಮಾರ್ ಕಟೀಲ್, ಗಣೇಶ್ ಆಚಾರ್ಯ, ಸತೀಶ್ ಶೆಟ್ಟಿ, ಉಮೇಶ್ ಮಣಿಯಾಣಿ ಉಪಸ್ಥಿತರಿದ್ದರು. ರಾಮಚಂದ್ರ ಶೆಟ್ಟಿ ಸ್ವಾಗತಿಸಿ, ದೇವಿಪ್ರಸಾದ ಶೆಟ್ಟಿ ಮತ್ತಿತರರಿದ್ದರು.: [418, 1397, 600, 1461]
registration-mark-icon: [1198, 1826, 1216, 1844]
story7-headline: ಧರ್ಮಸ್ಥಳ ಲಕ್ಷದೀಪೋತ್ಸವ: ಭಕ್ತರಿಂದ ವೈವಿಧ್ಯಮಯ ಸೇವೆ: [679, 1281, 1124, 1310]
footer-imprint-line1: Edited, Printed and Published by B.T. Amuthan at Nireshwalya Cross Road, Goods Shed Road, Bander, Mangalore-575 001. For M/s Karnataka News Publications (P) Ltd., and: [155, 1831, 1063, 1843]
story8-column: ನಗರ ಯೋಜನಾ ಅಧಿಕಾರಿ ಮಾತನಾಡಿ, ಮಾಹಿತಿ ಹಂಚಿಕೊಂಡರು. ಪುಡಾ ಸದಸ್ಯರು ಉಪಸ್ಥಿತರಿದ್ದರು. ಪ್ರಾಧಿಕಾರದ ಸದಸ್ಯ ಕಾರ್ಯದರ್ಶಿ ಸ್ವಾಗತಿಸಿ, ಪುಡಾ ಕಚೇರಿ ಸಿಬ್ಬಂದಿ ವಂದಿಸಿದರು. ಸಹಾಯಕ ನಿರ್ದೇಶಕ ಪ್ರಾಸ್ತಾವಿಕವಾಗಿ ಮಾತನಾಡಿದರು. ಕಾರ್ಯಕ್ರಮವನ್ನು ಶಿಕ್ಷಕ ನಿರೂಪಿಸಿದರು. 9/11 ನಿಯಮ ಪ್ರಕ್ರಿಯೆಗಳ ವಿನ್ಯಾಸ: [808, 1589, 990, 1667]
registration-mark-icon: [1198, 740, 1216, 758]
registration-mark-icon: [1198, 60, 1216, 78]
exhibition-inauguration-photo: [229, 1273, 600, 1390]
story7-column: ಬೆಳ್ತಂಗಡಿ: ಧರ್ಮಸ್ಥಳ ಲಕ್ಷದೀಪೋತ್ಸವದ ಅಂಗವಾಗಿ ಭಕ್ತರಿಂದ ಹಲವು ರೀತಿಯ ವೈವಿಧ್ಯಮಯ ಸೇವೆಗಳು ನಡೆಯುತ್ತಿವೆ. ಬೆಂಗಳೂರಿನ ಭಕ್ತರ ತಂಡದಿಂದ ಹೂವಿನ ಅಲಂಕಾರ ಸೇವೆ ನಡೆಯಿತು. ಧರ್ಮಸ್ಥಳ ದೇವಸ್ಥಾನ ಹಾಗೂ ಬೀಡನ್ನು ಸುಮಾರು 25 ಕಲಾವಿದರು ಹೂವಿನಿಂದ ಅಲಂಕರಿಸಿದ್ದು ಭಕ್ತಾದಿಗಳ ಗಮನ ಸೆಳೆಯಿತು. ಕುಂದಾಪುರದ ಭಕ್ತರ ತಂಡದಿಂದ ಸ್ವಚ್ಛತಾ ಸೇವೆ, ಮೈಸೂರು, ಹಾಸನ, ಚಿಕ್ಕಮಗಳೂರು, ಶಿವಮೊಗ್ಗ, ಬೆಳಗಾವಿ ಸಹಿತ ವಿವಿಧ ಭಾಗಗಳಿಂದ ಬಂದ ಭಕ್ತರು ಅನ್ನದಾನ ಸೇವೆ, ಪಾತ್ರೆ ತೊಳೆಯುವ ಸೇವೆ, ತರಕಾರಿ ಹೆಚ್ಚುವ ಸೇವೆ ಸಲ್ಲಿಸಿದರು. ಸುಮಾರು ಒಂದು ಲಕ್ಷಕ್ಕೂ ಹೆಚ್ಚು ಭಕ್ತರು ಪ್ರತಿನಿತ್ಯ ಅನ್ನಪ್ರಸಾದ ಸ್ವೀಕರಿಸುತ್ತಿದ್ದಾರೆ ಎಂದು ದೇವಸ್ಥಾನದ ಪ್ರಕಟಣೆ ತಿಳಿಸಿದೆ.: [618, 1327, 800, 1484]
story5-column: ಮಂಗಳೂರು: ಕೇರಳ ರಾಜ್ಯದಲ್ಲಿ ನೆಗ್ಲೇರಿಯಾ ಫೌಲೆರಿ ಎಂದು ಕರೆಯಲಾಗುವ ಅಮೀಬಾ ಮೆದುಳಿಗೆ ಸೋಂಕು ತಗಲುವ ಪ್ರಕರಣಗಳು ಕಂಡುಬಂದಿವೆ. ಈ ಹಿನ್ನೆಲೆಯಲ್ಲಿ ರಾಜ್ಯದಿಂದ ಶಬರಿಮಲೆ ಯಾತ್ರೆಗೆ ತೆರಳುವ ಭಕ್ತಾದಿಗಳು ಕೆಲವು ಮುನ್ನೆಚ್ಚರಿಕೆ ಕ್ರಮಗಳನ್ನು ಕೈಗೊಳ್ಳಬೇಕು. ನದಿ, ಸರೋವರ, ಹೊಳೆ, ಕೊಳಗಳಲ್ಲಿ ಸ್ನಾನ ಮಾಡುವಾಗ ಮೂಗಿನ ಮೂಲಕ ನೀರು ಒಳ ಸೇರದಂತೆ ಎಚ್ಚರ ವಹಿಸಬೇಕು. ತಲೆನೋವು, ಜ್ವರ, ವಾಂತಿ, ಕುತ್ತಿಗೆ ಬಿಗಿತ ಕಂಡು ಬಂದಲ್ಲಿ ಕೂಡಲೇ ಹತ್ತಿರದ ಆಸ್ಪತ್ರೆಗೆ ತೆರಳಿ ಚಿಕಿತ್ಸೆ ಪಡೆಯಬೇಕು. ನೆಗ್ಲೇರಿಯಾ ಫೌಲೆರಿ ಎಂಬುದು ಒಂದು ಸ್ವತಂತ್ರವಾಗಿ ಬದುಕುವ ಅಮೀಬಾ ಆಗಿದ್ದು,: [618, 1097, 800, 1227]
story8-column: ಗ್ರಾಮ ಪಂಚಾಯತ್ ಮಟ್ಟದಲ್ಲಿ ನಡೆಯುತ್ತಿರುವ ವಿನ್ಯಾಸ ನಕ್ಷೆಯ ಅನುಮೋದನೆ ಮತ್ತು ಕಟ್ಟಡ ಪರವಾನಗಿ ಬಗ್ಗೆ ಕಾನೂನಿನ ಅರಿವು ಅಗತ್ಯ. ಯೋಜನಾ ಪ್ರಾಧಿಕಾರದ ಅಧಿಕಾರಿಗಳು ಮತ್ತು: [228, 1745, 410, 1796]
iti-anniversary-photo: [228, 958, 600, 1078]
